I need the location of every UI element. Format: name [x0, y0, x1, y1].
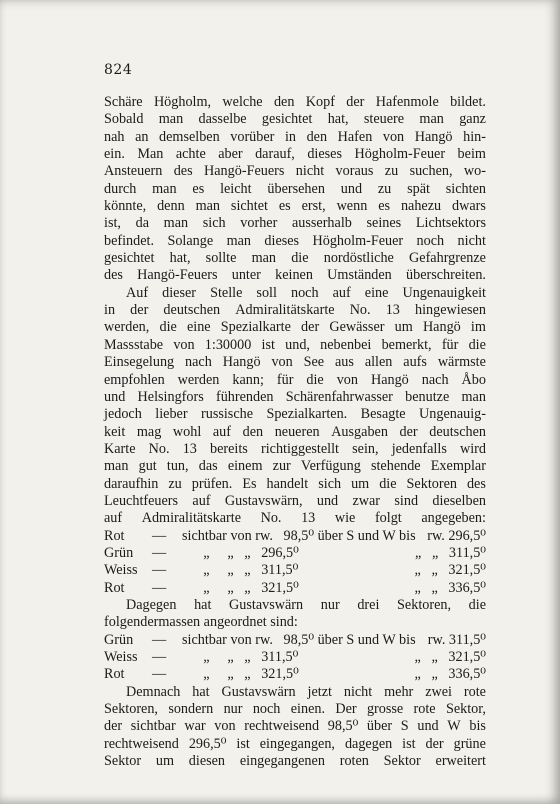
- paragraph-4: [104, 684, 486, 771]
- text-line: nah an demselben vorüber in den Hafen von Hangö hin-: [104, 128, 486, 145]
- sector-row: [104, 666, 486, 683]
- text-line: Ansteuern des Hangö-Feuers nicht voraus zu suchen, wo-: [104, 163, 486, 180]
- sector-row: [104, 580, 486, 597]
- sector-range: „ „ „ 296,5⁰: [182, 544, 299, 561]
- text-line: befindet. Solange man dieses Högholm-Feuer noch nicht: [104, 232, 486, 249]
- text-line: Sobald man dasselbe gesichtet hat, steuere man ganz: [104, 111, 486, 128]
- text-line: Leuchtfeuers auf Gustavswärn, und zwar sind dieselben: [104, 492, 486, 509]
- text-line: werden, die eine Spezialkarte der Gewässer um Hangö im: [104, 319, 486, 336]
- sector-row: [104, 649, 486, 666]
- text-line: man gut tun, das einem zur Verfügung stehende Exemplar: [104, 458, 486, 475]
- text-line: des Hangö-Feuers unter keinen Umständen überschreiten.: [104, 267, 486, 284]
- sector-range: „ „ „ 321,5⁰: [182, 666, 299, 683]
- text-line: rechtweisend 296,5⁰ ist eingegangen, dagegen ist der grüne: [104, 735, 486, 752]
- sector-end: rw. 311,5⁰: [427, 631, 486, 648]
- text-line: ein. Man achte aber darauf, dieses Högholm-Feuer beim: [104, 146, 486, 163]
- text-line: Sektoren, sondern nur noch einen. Der grosse rote Sektor,: [104, 701, 486, 718]
- text-line: Karte No. 13 bereits richtiggestellt sein, jedenfalls wird: [104, 440, 486, 457]
- text-line: Massstabe von 1:30000 ist und, nebenbei bemerkt, für die: [104, 336, 486, 353]
- text-line: ist, da man sich vorher ausserhalb seines Lichtsektors: [104, 215, 486, 232]
- sector-dash: —: [152, 631, 167, 648]
- text-line: Auf dieser Stelle soll noch auf eine Ungenauigkeit: [126, 284, 486, 301]
- text-line: daraufhin zu prüfen. Es handelt sich um die Sektoren des: [104, 475, 486, 492]
- text-line: könnte, denn man sichtet es erst, wenn es nahezu dwars: [104, 198, 486, 215]
- sector-table-actual: [104, 632, 486, 684]
- paragraph-3: [104, 597, 486, 632]
- text-line: Dagegen hat Gustavswärn nur drei Sektoren, die: [126, 596, 486, 613]
- sector-dash: —: [152, 544, 167, 561]
- sector-dash: —: [152, 666, 167, 683]
- sector-color: Rot: [104, 579, 125, 596]
- text-line: gesichtet hat, sollte man die nordöstliche Gefahrgrenze: [104, 250, 486, 267]
- text-line: durch man es leicht übersehen und zu spät sichten: [104, 180, 486, 197]
- sector-color: Rot: [104, 666, 125, 683]
- sector-row: [104, 545, 486, 562]
- sector-end: rw. 296,5⁰: [427, 527, 486, 544]
- sector-color: Weiss: [104, 649, 138, 665]
- sector-dash: —: [152, 649, 167, 665]
- body-text: [104, 94, 486, 770]
- sector-range: sichtbar von rw. 98,5⁰ über S und W bis: [182, 527, 416, 544]
- sector-end: „ „ 321,5⁰: [414, 649, 486, 665]
- sector-row: [104, 562, 486, 579]
- text-line: Sektor um diesen eingegangenen roten Sektor erweitert: [104, 753, 486, 770]
- sector-range: „ „ „ 311,5⁰: [182, 562, 299, 579]
- sector-row: [104, 528, 486, 545]
- sector-table-chart: [104, 528, 486, 597]
- text-line: und Helsingfors führenden Schärenfahrwasser benutze man: [104, 388, 486, 405]
- sector-dash: —: [152, 527, 167, 544]
- sector-color: Weiss: [104, 562, 138, 579]
- text-line: auf Admiralitätskarte No. 13 wie folgt angegeben:: [104, 510, 486, 527]
- text-line: Schäre Högholm, welche den Kopf der Hafenmole bildet.: [104, 94, 486, 110]
- text-line: der sichtbar war von rechtweisend 98,5⁰ über S und W bis: [104, 718, 486, 735]
- sector-dash: —: [152, 579, 167, 596]
- text-line: keit mag wohl auf den neueren Ausgaben der deutschen: [104, 423, 486, 440]
- text-line: Demnach hat Gustavswärn jetzt nicht mehr zwei rote: [126, 683, 486, 700]
- sector-range: „ „ „ 311,5⁰: [182, 649, 299, 665]
- sector-end: „ „ 311,5⁰: [415, 544, 486, 561]
- sector-color: Rot: [104, 527, 125, 544]
- sector-color: Grün: [104, 631, 134, 648]
- text-line: jedoch lieber russische Spezialkarten. Besagte Ungenauig-: [104, 406, 486, 423]
- sector-color: Grün: [104, 544, 134, 561]
- text-line: empfohlen werden kann; für die von Hangö nach Åbo: [104, 371, 486, 388]
- paragraph-1: [104, 94, 486, 285]
- sector-range: sichtbar von rw. 98,5⁰ über S und W bis: [182, 631, 416, 648]
- page-number: 824: [104, 62, 133, 78]
- sector-end: „ „ 321,5⁰: [414, 562, 486, 579]
- text-line: in der deutschen Admiralitätskarte No. 13 hingewiesen: [104, 302, 486, 319]
- sector-end: „ „ 336,5⁰: [414, 579, 486, 596]
- text-line: Einsegelung nach Hangö von See aus allen aufs wärmste: [104, 354, 486, 371]
- sector-row: [104, 632, 486, 649]
- sector-range: „ „ „ 321,5⁰: [182, 579, 299, 596]
- paragraph-2: [104, 285, 486, 528]
- sector-dash: —: [152, 562, 167, 579]
- text-line: folgendermassen angeordnet sind:: [104, 614, 298, 631]
- sector-end: „ „ 336,5⁰: [414, 666, 486, 683]
